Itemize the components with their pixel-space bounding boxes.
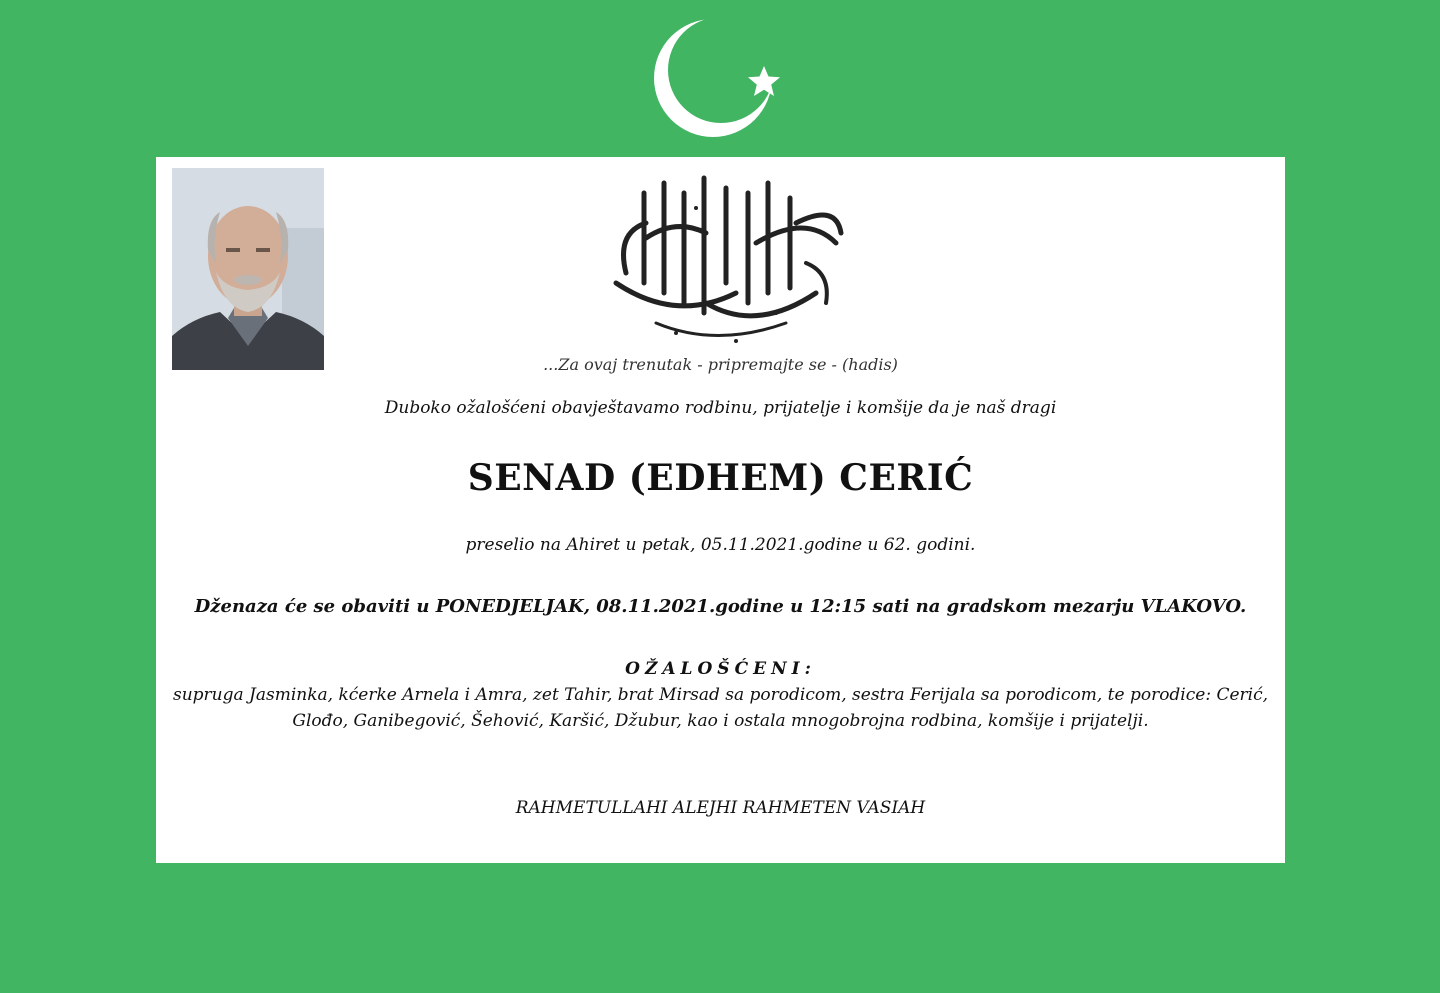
obituary-card (156, 157, 1285, 863)
mourners-list: supruga Jasminka, kćerke Arnela i Amra, zet Tahir, brat Mirsad sa porodicom, sestra Ferijala sa porodicom, te porodice: Cerić, Glođo, Ganibegović, Šehović, Karšić, Džubur, kao i ostala mnogobrojna rodbina, komšije i prijatelji. (172, 685, 1269, 731)
arabic-calligraphy (586, 163, 866, 353)
mourners-heading: OŽALOŠĆENI: (625, 659, 816, 679)
hadith-quote: ...Za ovaj trenutak - pripremajte se - (hadis) (543, 355, 898, 374)
closing-prayer: RAHMETULLAHI ALEJHI RAHMETEN VASIAH (515, 798, 926, 818)
portrait-photo (172, 168, 324, 370)
deceased-name: SENAD (EDHEM) CERIĆ (467, 457, 974, 499)
intro-text: Duboko ožalošćeni obavještavamo rodbinu, prijatelje i komšije da je naš dragi (384, 398, 1057, 418)
funeral-details: Dženaza će se obaviti u PONEDJELJAK, 08.11.2021.godine u 12:15 sati na gradskom mezarju VLAKOVO. (194, 596, 1247, 617)
passing-text: preselio na Ahiret u petak, 05.11.2021.godine u 62. godini. (465, 535, 976, 555)
crescent-star-icon (640, 10, 810, 150)
